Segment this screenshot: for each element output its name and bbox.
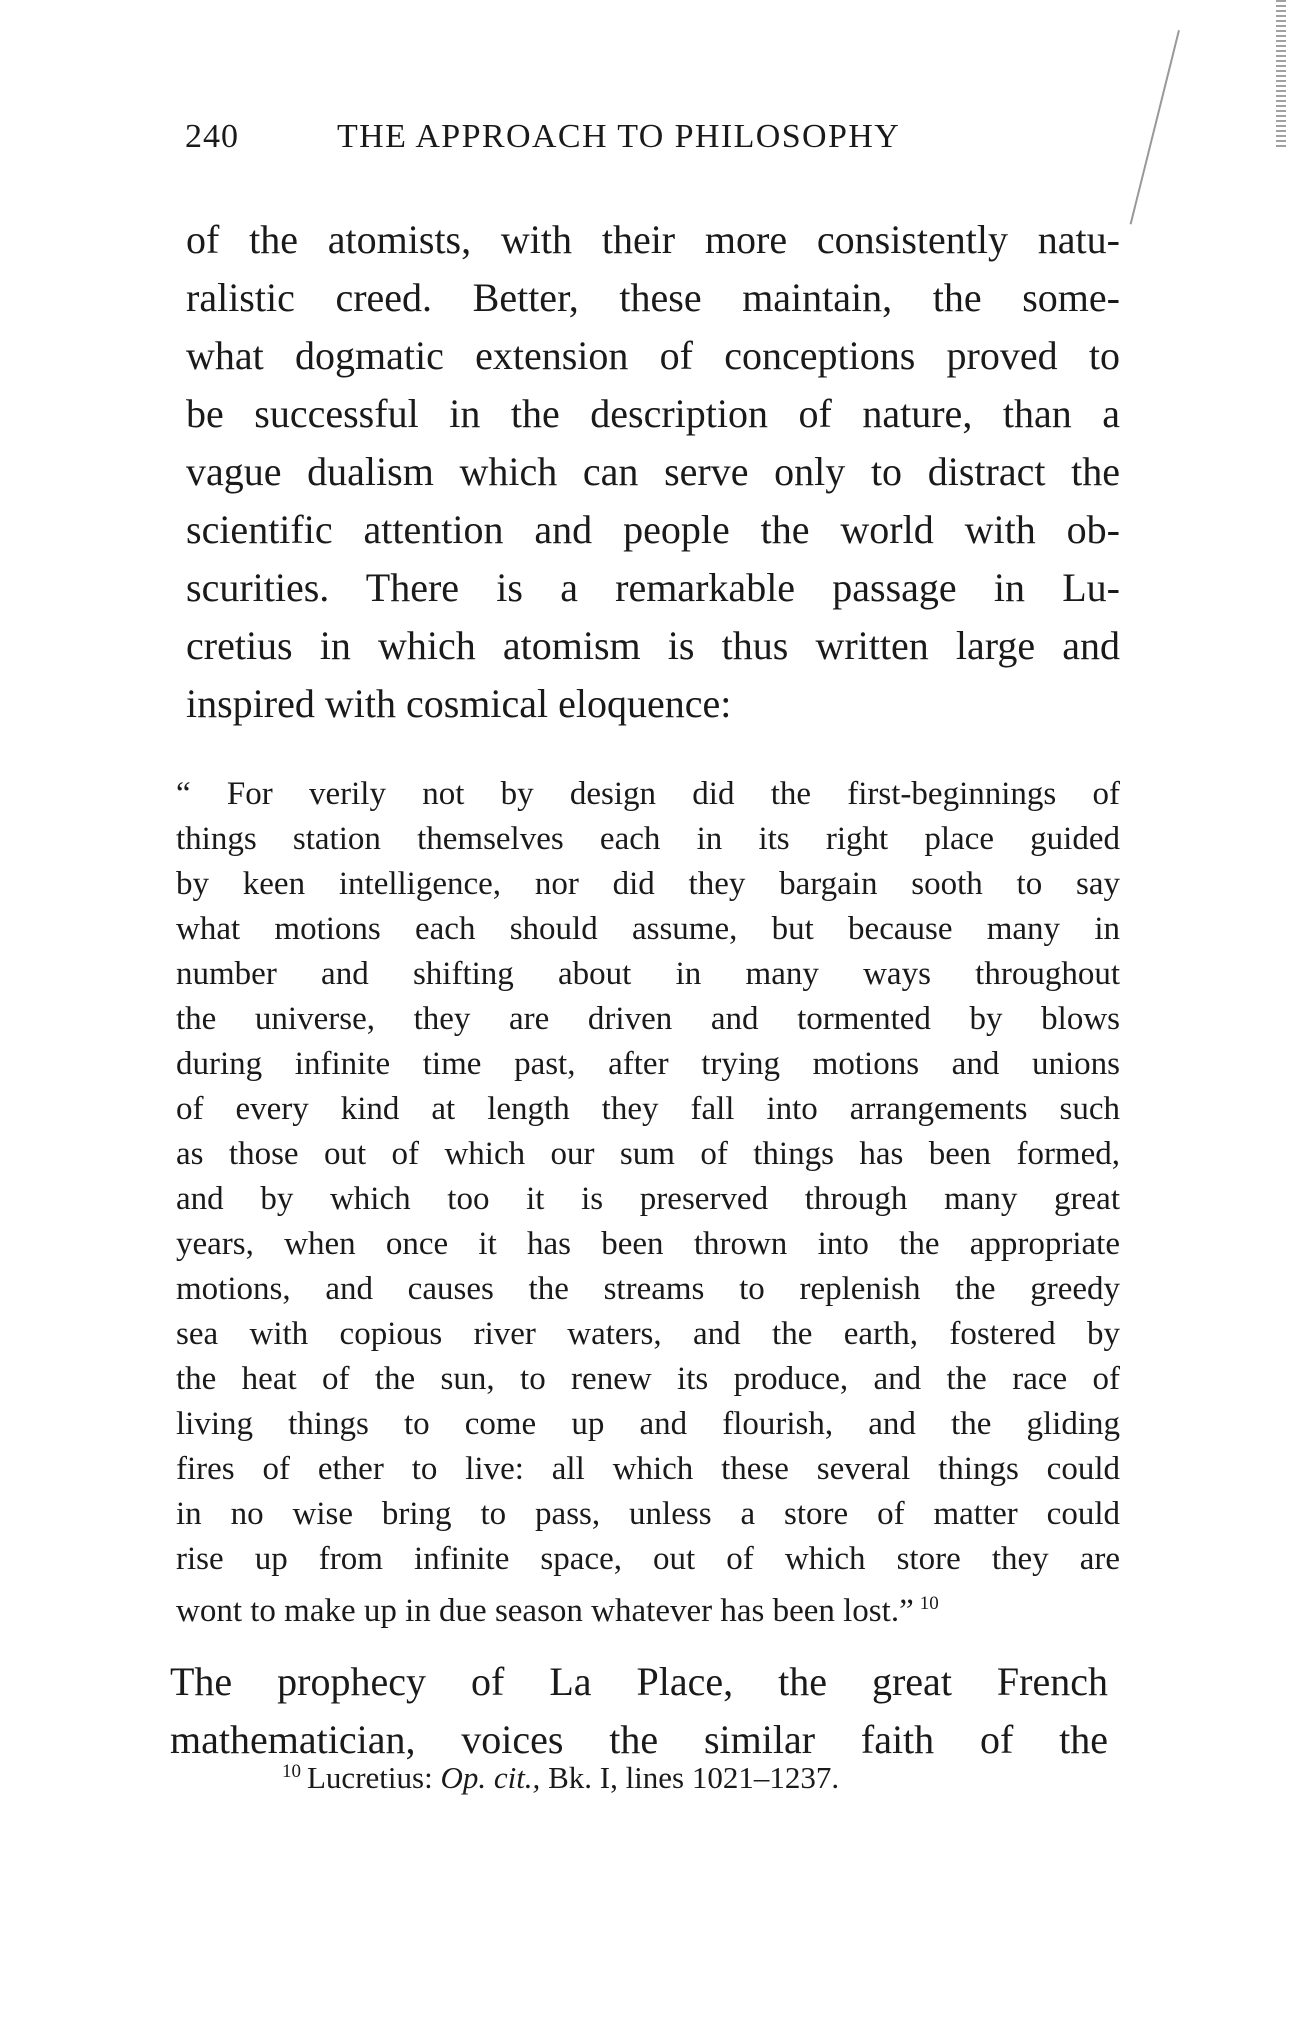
scan-pencil-mark [1130, 30, 1180, 225]
quote-line: years, when once it has been thrown into the appropriate [176, 1226, 1120, 1262]
footnote-author: Lucretius: [307, 1760, 441, 1795]
quote-line: during infinite time past, after trying motions and unions [176, 1046, 1120, 1082]
quote-line: number and shifting about in many ways throughout [176, 956, 1120, 992]
footnote-rest: Bk. I, lines 1021–1237. [540, 1760, 840, 1795]
quote-line: the universe, they are driven and tormented by blows [176, 1001, 1120, 1037]
footnote-italic: Op. cit., [440, 1760, 541, 1795]
footnote-number: 10 [282, 1761, 301, 1782]
body-line: of the atomists, with their more consistently natu- [186, 217, 1120, 262]
quote-line: in no wise bring to pass, unless a store of matter could [176, 1496, 1120, 1532]
body-line: scurities. There is a remarkable passage in Lu- [186, 565, 1120, 610]
body-line: vague dualism which can serve only to distract the [186, 449, 1120, 494]
running-head-title: THE APPROACH TO PHILOSOPHY [337, 118, 901, 155]
quote-line: fires of ether to live: all which these several things could [176, 1451, 1120, 1487]
quote-line: living things to come up and flourish, and the gliding [176, 1406, 1120, 1442]
scan-edge-mark [1276, 0, 1286, 150]
quote-line: of every kind at length they fall into arrangements such [176, 1091, 1120, 1127]
body-line: inspired with cosmical eloquence: [186, 681, 732, 726]
quote-line: by keen intelligence, nor did they bargain sooth to say [176, 866, 1120, 902]
body-line: cretius in which atomism is thus written large and [186, 623, 1120, 668]
quote-line: “ For verily not by design did the first-beginnings of [176, 776, 1120, 812]
quote-line [176, 1582, 1120, 1629]
footnote [282, 1750, 839, 1794]
quote-line: rise up from infinite space, out of which store they are [176, 1541, 1120, 1577]
quote-line: motions, and causes the streams to replenish the greedy [176, 1271, 1120, 1307]
quote-line: the heat of the sun, to renew its produce, and the race of [176, 1361, 1120, 1397]
footnote-reference: 10 [919, 1593, 939, 1614]
body-line: be successful in the description of nature, than a [186, 391, 1120, 436]
body-line: scientific attention and people the world with ob- [186, 507, 1120, 552]
quote-line: sea with copious river waters, and the earth, fostered by [176, 1316, 1120, 1352]
quote-line: and by which too it is preserved through many great [176, 1181, 1120, 1217]
quote-line: things station themselves each in its right place guided [176, 821, 1120, 857]
quote-last-text: wont to make up in due season whatever has been lost.” [176, 1593, 914, 1629]
body-line: The prophecy of La Place, the great French [170, 1659, 1108, 1704]
body-line: what dogmatic extension of conceptions proved to [186, 333, 1120, 378]
running-head [185, 118, 1005, 168]
quote-line: as those out of which our sum of things has been formed, [176, 1136, 1120, 1172]
quote-line: what motions each should assume, but because many in [176, 911, 1120, 947]
page-number: 240 [185, 118, 239, 155]
body-line: ralistic creed. Better, these maintain, the some- [186, 275, 1120, 320]
body-line: mathematician, voices the similar faith of the [170, 1717, 1108, 1762]
